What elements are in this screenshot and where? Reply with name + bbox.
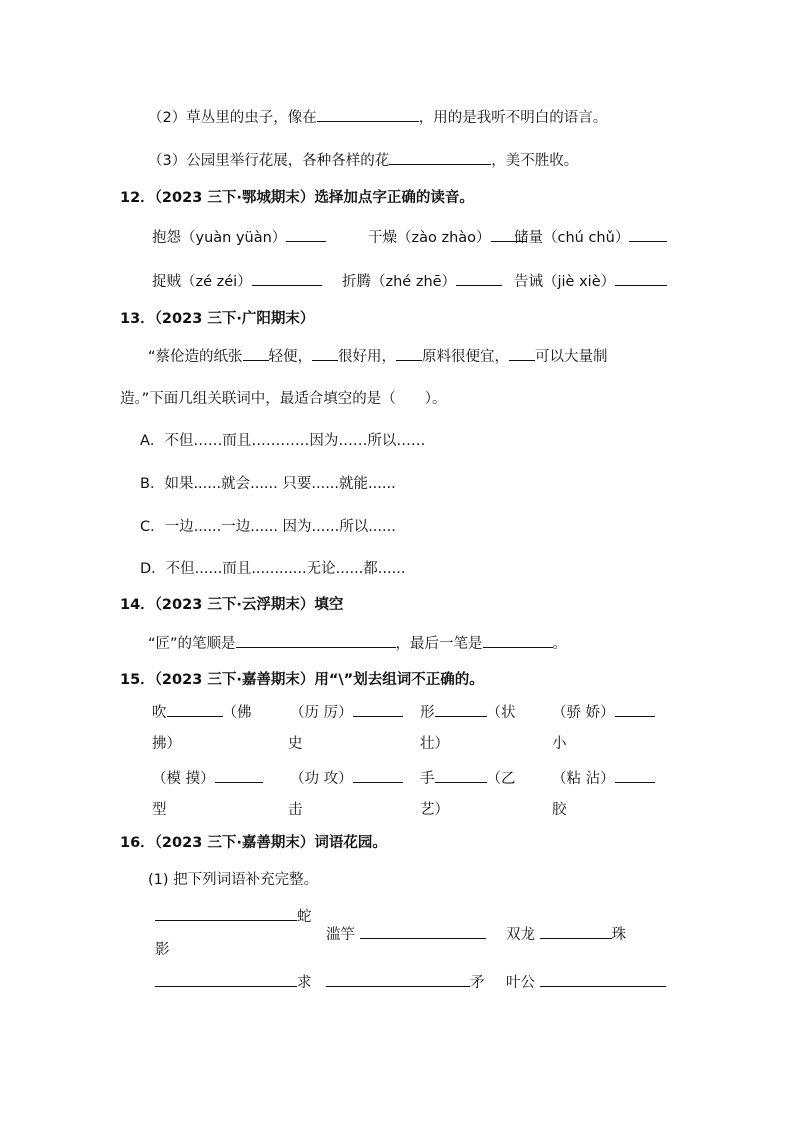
q15-item-1-wrap: 拂）	[152, 736, 181, 752]
q15-item-7-wrap: 艺）	[420, 802, 449, 818]
q12-item-2: 干燥（zào zhào）	[368, 227, 527, 248]
q15-item-8: （粘 沾）	[552, 768, 655, 789]
q16-item-4: 求	[155, 972, 312, 993]
q13-option-b[interactable]: B．如果......就会...... 只要......就能......	[140, 476, 396, 492]
answer-blank[interactable]	[396, 346, 422, 361]
q12-item-4: 捉贼（zé zéi）	[152, 271, 322, 292]
answer-blank[interactable]	[509, 346, 535, 361]
q15-item-4: （骄 娇）	[552, 702, 655, 723]
q12-item-1: 抱怨（yuàn yüàn）	[152, 227, 326, 248]
answer-blank[interactable]	[252, 271, 322, 286]
answer-blank[interactable]	[629, 227, 667, 242]
answer-blank[interactable]	[353, 702, 403, 717]
q15-item-4-wrap: 小	[552, 736, 567, 752]
q13-title: 13．（2023 三下·广阳期末）	[120, 311, 315, 327]
answer-blank[interactable]	[155, 906, 297, 921]
q15-item-3-wrap: 壮）	[420, 736, 449, 752]
q15-item-6: （功 攻）	[290, 768, 403, 789]
q14-title: 14．（2023 三下·云浮期末）填空	[120, 597, 344, 613]
q15-item-6-wrap: 击	[288, 802, 303, 818]
answer-blank[interactable]	[435, 768, 487, 783]
q13-option-a[interactable]: A．不但……而且…………因为……所以……	[140, 433, 426, 449]
answer-blank[interactable]	[326, 972, 470, 987]
q15-item-2: （历 厉）	[290, 702, 403, 723]
q15-item-1: 吹 （佛	[152, 702, 252, 723]
q15-item-7: 手 （乙	[420, 768, 516, 789]
q12-item-3: 储量（chú chǔ）	[514, 227, 667, 248]
q13-option-c[interactable]: C．一边......一边...... 因为......所以......	[140, 519, 396, 535]
answer-blank[interactable]	[615, 702, 655, 717]
q14-stem: “匠”的笔顺是 ，最后一笔是 。	[148, 633, 567, 654]
answer-blank[interactable]	[353, 768, 403, 783]
answer-blank[interactable]	[615, 768, 655, 783]
answer-blank[interactable]	[435, 702, 487, 717]
answer-blank[interactable]	[360, 924, 486, 939]
answer-blank[interactable]	[167, 702, 223, 717]
q16-item-1: 蛇	[155, 906, 312, 927]
q11-item-3: （3）公园里举行花展，各种各样的花 ，美不胜收。	[148, 150, 578, 171]
answer-blank[interactable]	[540, 972, 666, 987]
q13-stem: “蔡伦造的纸张 轻便， 很好用， 原料很便宜， 可以大量制	[148, 346, 608, 367]
answer-blank[interactable]	[236, 633, 396, 648]
answer-blank[interactable]	[456, 271, 502, 286]
answer-blank[interactable]	[215, 768, 263, 783]
answer-blank[interactable]	[155, 972, 297, 987]
q15-item-5: （模 摸）	[152, 768, 263, 789]
q15-title: 15．（2023 三下·嘉善期末）用“\”划去组词不正确的。	[120, 672, 484, 688]
answer-blank[interactable]	[286, 227, 326, 242]
q15-item-5-wrap: 型	[152, 802, 167, 818]
q16-sub1: (1) 把下列词语补充完整。	[148, 872, 319, 888]
answer-blank[interactable]	[312, 346, 338, 361]
q12-item-5: 折腾（zhé zhē）	[342, 271, 502, 292]
q13-stem-line2: 造。”下面几组关联词中，最适合填空的是（ ）。	[120, 391, 447, 407]
q16-item-5: 矛	[326, 972, 485, 993]
answer-blank[interactable]	[317, 107, 419, 122]
q16-title: 16．（2023 三下·嘉善期末）词语花园。	[120, 835, 387, 851]
q16-item-6: 叶公	[506, 972, 666, 993]
answer-blank[interactable]	[243, 346, 269, 361]
q11-item-2: （2）草丛里的虫子，像在 ，用的是我听不明白的语言。	[148, 107, 607, 128]
q15-item-8-wrap: 胶	[552, 802, 567, 818]
q16-item-3: 双龙 珠	[506, 924, 626, 945]
answer-blank[interactable]	[615, 271, 667, 286]
answer-blank[interactable]	[540, 924, 612, 939]
q15-item-3: 形 （状	[420, 702, 516, 723]
q12-title: 12．（2023 三下·鄂城期末）选择加点字正确的读音。	[120, 190, 474, 206]
answer-blank[interactable]	[389, 150, 491, 165]
q15-item-2-wrap: 史	[288, 736, 303, 752]
q12-item-6: 告诫（jiè xiè）	[514, 271, 667, 292]
answer-blank[interactable]	[483, 633, 553, 648]
q13-option-d[interactable]: D．不但......而且............无论......都......	[140, 561, 406, 577]
q16-item-2: 滥竽	[326, 924, 486, 945]
q16-item-3-wrap: 影	[155, 942, 170, 958]
